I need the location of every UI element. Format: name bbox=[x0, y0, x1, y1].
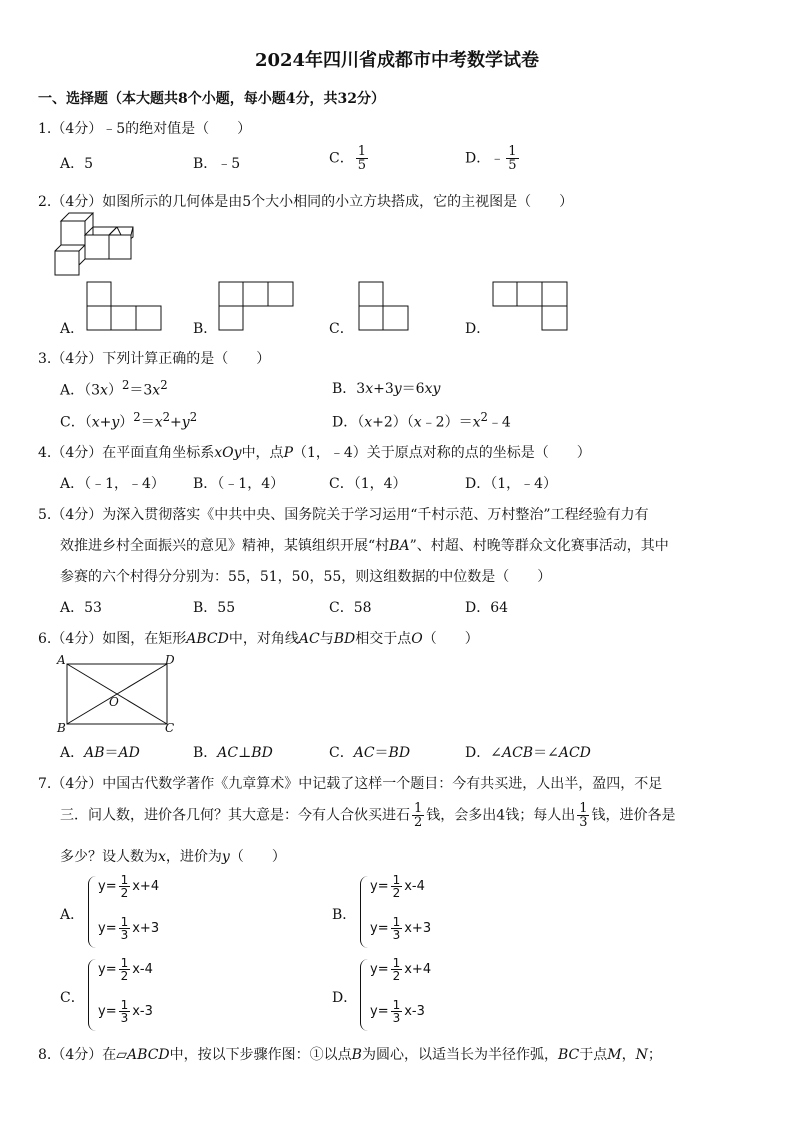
fraction: $\frac{1}{2}$ bbox=[392, 956, 401, 983]
q7-option-b: B． y= $\frac{1}{2}$ x-4 y= $\frac{1}{3}$ x+3 bbox=[332, 872, 572, 952]
q7-option-a: A． y= $\frac{1}{2}$ x+4 y= $\frac{1}{3}$ x+3 bbox=[60, 872, 300, 952]
q6-option-c: C．AC＝BD bbox=[329, 745, 411, 761]
fraction: $\frac{1}{2}$ bbox=[120, 956, 129, 983]
q2-option-d-figure bbox=[492, 281, 570, 331]
question-6-stem: 6.（4分）如图，在矩形ABCD中，对角线AC与BD相交于点O（ ） bbox=[38, 631, 479, 647]
fraction: $\frac{1}{3}$ bbox=[120, 998, 129, 1025]
q4-option-b: B．（﹣1，4） bbox=[193, 476, 285, 492]
fraction: $\frac{1}{3}$ bbox=[120, 915, 129, 942]
q3-option-d: D．$(x+2)(x﹣2)=x^2﹣4$ bbox=[332, 410, 511, 431]
equation-2: y= $\frac{1}{3}$ x+3 bbox=[98, 915, 160, 942]
equation-1: y= $\frac{1}{2}$ x-4 bbox=[370, 873, 425, 900]
q3-option-c: C．$(x+y)^2=x^2+y^2$ bbox=[60, 410, 198, 431]
q1-option-d: D．﹣ $\frac{1}{5}$ bbox=[465, 144, 517, 173]
q2-option-c-label: C． bbox=[329, 321, 354, 337]
question-7-line3: 多少？设人数为x，进价为y（ ） bbox=[60, 849, 286, 865]
question-8-stem: 8.（4分）在▱ABCD中，按以下步骤作图：①以点B为圆心，以适当长为半径作弧，BC于点M，N； bbox=[38, 1047, 662, 1063]
question-5-line3: 参赛的六个村得分分别为：55，51，50，55，则这组数据的中位数是（ ） bbox=[60, 569, 552, 585]
question-5-line1: 5.（4分）为深入贯彻落实《中共中央、国务院关于学习运用“千村示范、万村整治”工程经验有力有 bbox=[38, 507, 649, 523]
rectangle-abcd-diagram bbox=[55, 652, 179, 736]
label-a: A bbox=[57, 653, 66, 667]
q2-option-d-label: D． bbox=[465, 321, 491, 337]
fraction: $\frac{1}{3}$ bbox=[579, 801, 588, 830]
q5-option-b: B．55 bbox=[193, 600, 236, 616]
q6-option-a: A．AB＝AD bbox=[60, 745, 140, 761]
parallelogram-icon: ▱ bbox=[116, 1047, 128, 1063]
equation-2: y= $\frac{1}{3}$ x+3 bbox=[370, 915, 432, 942]
q2-option-b-label: B． bbox=[193, 321, 218, 337]
q6-option-d: D．∠ACB＝∠ACD bbox=[465, 745, 591, 761]
section-heading: 一、选择题（本大题共8个小题，每小题4分，共32分） bbox=[38, 91, 385, 107]
question-7-line1: 7.（4分）中国古代数学著作《九章算术》中记载了这样一个题目：今有共买进，人出半，盈四，不足 bbox=[38, 776, 663, 792]
equation-2: y= $\frac{1}{3}$ x-3 bbox=[98, 998, 153, 1025]
brace-icon bbox=[360, 876, 369, 948]
brace-icon bbox=[360, 959, 369, 1031]
q1-option-c: C． $\frac{1}{5}$ bbox=[329, 144, 366, 173]
brace-icon bbox=[88, 876, 97, 948]
q2-option-a-figure bbox=[86, 281, 164, 331]
q2-option-c-figure bbox=[358, 281, 412, 331]
q2-option-a-label: A． bbox=[60, 321, 85, 337]
q4-option-c: C．（1，4） bbox=[329, 476, 407, 492]
fraction: $\frac{1}{2}$ bbox=[392, 873, 401, 900]
q4-option-d: D．（1，﹣4） bbox=[465, 476, 558, 492]
page-title: 2024年四川省成都市中考数学试卷 bbox=[254, 50, 540, 71]
question-4-stem: 4.（4分）在平面直角坐标系xOy中，点P（1，﹣4）关于原点对称的点的坐标是（ ） bbox=[38, 445, 591, 461]
equation-1: y= $\frac{1}{2}$ x+4 bbox=[98, 873, 160, 900]
label-c: C bbox=[165, 721, 175, 735]
question-3-stem: 3.（4分）下列计算正确的是（ ） bbox=[38, 351, 271, 367]
equation-2: y= $\frac{1}{3}$ x-3 bbox=[370, 998, 425, 1025]
fraction: $\frac{1}{5}$ bbox=[508, 144, 517, 173]
q4-option-a: A．（﹣1，﹣4） bbox=[60, 476, 165, 492]
fraction: $\frac{1}{2}$ bbox=[414, 801, 423, 830]
fraction: $\frac{1}{3}$ bbox=[392, 998, 401, 1025]
q5-option-d: D．64 bbox=[465, 600, 509, 616]
equation-1: y= $\frac{1}{2}$ x+4 bbox=[370, 956, 432, 983]
fraction: $\frac{1}{2}$ bbox=[120, 873, 129, 900]
q5-option-a: A．53 bbox=[60, 600, 102, 616]
fraction: $\frac{1}{3}$ bbox=[392, 915, 401, 942]
equation-1: y= $\frac{1}{2}$ x-4 bbox=[98, 956, 153, 983]
fraction: $\frac{1}{5}$ bbox=[357, 144, 366, 173]
q5-option-c: C．58 bbox=[329, 600, 372, 616]
label-o: O bbox=[109, 695, 119, 709]
q2-option-b-figure bbox=[218, 281, 296, 331]
q7-option-c: C． y= $\frac{1}{2}$ x-4 y= $\frac{1}{3}$ x-3 bbox=[60, 955, 300, 1035]
label-b: B bbox=[57, 721, 66, 735]
question-7-line2: 三．问人数，进价各几何？其大意是：今有人合伙买进石 $\frac{1}{2}$ 钱，会多出4钱；每人出 $\frac{1}{3}$ 钱，进价各是 bbox=[60, 801, 676, 830]
label-d: D bbox=[165, 653, 175, 667]
q3-option-a: A．$(3x)^2=3x^2$ bbox=[60, 378, 168, 399]
question-5-line2: 效推进乡村全面振兴的意见》精神，某镇组织开展“村BA”、村超、村晚等群众文化赛事活动，其中 bbox=[60, 538, 669, 554]
q6-option-b: B．AC⊥BD bbox=[193, 745, 273, 761]
q7-option-d: D． y= $\frac{1}{2}$ x+4 y= $\frac{1}{3}$ x-3 bbox=[332, 955, 572, 1035]
cube-solid-figure bbox=[55, 213, 137, 275]
circled-one-icon: ① bbox=[309, 1047, 324, 1063]
q3-option-b: B．3x+3y＝6xy bbox=[332, 381, 441, 397]
q1-option-a: A．5 bbox=[60, 156, 94, 172]
brace-icon bbox=[88, 959, 97, 1031]
question-2-stem: 2.（4分）如图所示的几何体是由5个大小相同的小立方块搭成，它的主视图是（ ） bbox=[38, 194, 574, 210]
q1-option-b: B．﹣5 bbox=[193, 156, 241, 172]
question-1-stem: 1.（4分）﹣5的绝对值是（ ） bbox=[38, 121, 252, 137]
